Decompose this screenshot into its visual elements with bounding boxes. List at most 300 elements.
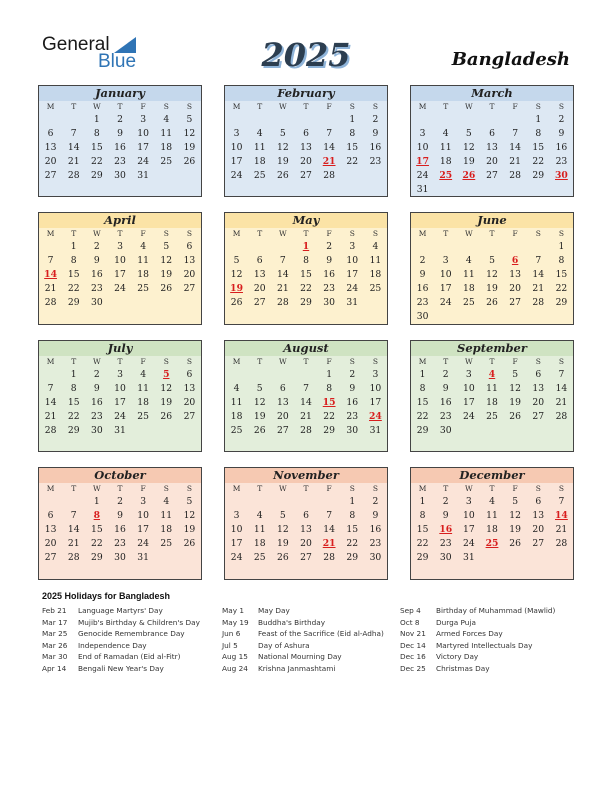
week-row: [225, 523, 387, 537]
day-cell: 16: [555, 142, 568, 153]
day-cell: [39, 240, 62, 254]
week-row: [39, 141, 201, 155]
month-days: [39, 495, 201, 565]
holidays-column: [400, 605, 555, 675]
day-cell: 19: [183, 142, 196, 153]
holidays-column: [222, 605, 384, 675]
day-cell: [504, 183, 527, 197]
day-cell: 29: [416, 552, 429, 563]
holiday-name: National Mourning Day: [258, 652, 342, 662]
day-cell: 11: [369, 255, 382, 266]
day-cell: 21: [277, 283, 289, 294]
weekday-label: T: [303, 229, 309, 238]
day-cell: [434, 240, 457, 254]
weekday-label: M: [418, 102, 427, 111]
day-cell: 23: [91, 283, 103, 294]
month-december: [410, 467, 574, 580]
day-cell: 12: [183, 510, 196, 521]
day-cell: 20: [300, 538, 312, 549]
week-row: [225, 240, 387, 254]
holiday-entry: [400, 617, 555, 629]
weekday-label: S: [372, 229, 378, 238]
day-cell: 28: [509, 170, 521, 181]
week-row: [39, 169, 201, 183]
day-cell: [504, 113, 527, 127]
day-cell: 11: [486, 510, 498, 521]
week-row: [225, 113, 387, 127]
day-cell: 1: [349, 114, 356, 125]
weekday-label: F: [512, 484, 518, 493]
weekday-label: M: [46, 357, 55, 366]
day-cell: 10: [137, 128, 149, 139]
day-cell: [271, 368, 294, 382]
day-cell: 7: [279, 255, 286, 266]
day-cell: [178, 551, 201, 565]
day-cell: 10: [369, 383, 382, 394]
week-row: [411, 509, 573, 523]
day-cell: [318, 495, 341, 509]
day-cell: 26: [230, 297, 243, 308]
calendar-year: 2025: [261, 36, 351, 74]
day-cell: 17: [114, 269, 126, 280]
month-title: November: [225, 468, 387, 483]
day-cell: 5: [186, 496, 193, 507]
weekday-label: T: [489, 102, 495, 111]
day-cell: [504, 551, 527, 565]
day-cell: 11: [253, 524, 266, 535]
day-cell: 4: [465, 255, 472, 266]
day-cell: 4: [372, 241, 379, 252]
day-cell: 15: [346, 524, 359, 535]
day-cell: 7: [47, 383, 54, 394]
day-cell: 21: [67, 156, 80, 167]
day-cell: 2: [117, 114, 123, 125]
weekday-label: F: [326, 102, 332, 111]
day-cell: 26: [160, 411, 173, 422]
day-cell: 2: [93, 369, 100, 380]
weekday-label: T: [257, 229, 263, 238]
month-march: [410, 85, 574, 197]
month-title: July: [39, 341, 201, 356]
day-cell: 13: [486, 142, 498, 153]
day-cell: [271, 113, 294, 127]
weekday-label: S: [349, 229, 355, 238]
day-cell: 11: [160, 128, 173, 139]
day-cell: 31: [416, 184, 429, 195]
week-row: [411, 240, 573, 254]
day-cell: 15: [67, 269, 80, 280]
day-cell: [225, 368, 248, 382]
day-cell: 29: [91, 552, 103, 563]
day-cell: 10: [416, 142, 429, 153]
logo-text-blue: Blue: [98, 51, 137, 72]
holiday-name: Mujib's Birthday & Children's Day: [78, 617, 200, 627]
day-cell: 9: [442, 510, 449, 521]
holiday-date: Jul 5: [222, 640, 238, 650]
day-cell: 14: [67, 142, 80, 153]
week-row: [225, 410, 387, 424]
day-cell: 2: [326, 241, 333, 252]
week-row: [39, 268, 201, 282]
weekday-label: T: [489, 484, 495, 493]
day-cell: [434, 310, 457, 324]
weekday-label: T: [71, 229, 77, 238]
day-cell: 25: [137, 283, 149, 294]
week-row: [225, 282, 387, 296]
weekday-label: F: [326, 484, 332, 493]
day-cell: 13: [300, 524, 312, 535]
weekday-label: F: [140, 229, 146, 238]
day-cell: 18: [137, 269, 149, 280]
month-january: [38, 85, 202, 197]
month-days: [225, 113, 387, 183]
holiday-day-cell: 21: [322, 156, 336, 167]
day-cell: [480, 183, 503, 197]
week-row: [225, 141, 387, 155]
day-cell: 24: [230, 170, 243, 181]
day-cell: 16: [369, 524, 382, 535]
week-row: [39, 495, 201, 509]
day-cell: 23: [416, 297, 429, 308]
week-row: [225, 396, 387, 410]
weekday-label: S: [349, 484, 355, 493]
logo-text-general: General: [42, 34, 110, 55]
holiday-name: Birthday of Muhammad (Mawlid): [436, 606, 556, 615]
month-title: April: [39, 213, 201, 228]
day-cell: 23: [114, 156, 126, 167]
day-cell: 13: [300, 142, 312, 153]
day-cell: 29: [555, 297, 568, 308]
holiday-entry: [42, 651, 200, 663]
weekday-label: S: [186, 357, 192, 366]
day-cell: [155, 424, 178, 438]
day-cell: [225, 113, 248, 127]
weekday-label: W: [278, 484, 287, 493]
day-cell: 12: [160, 255, 173, 266]
day-cell: 8: [349, 510, 356, 521]
day-cell: 2: [117, 496, 123, 507]
day-cell: 6: [256, 255, 263, 266]
weekday-label: T: [489, 229, 495, 238]
day-cell: 17: [114, 397, 126, 408]
weekday-label: S: [186, 229, 192, 238]
day-cell: 1: [419, 496, 426, 507]
day-cell: 24: [230, 552, 243, 563]
day-cell: 19: [277, 538, 289, 549]
day-cell: 19: [253, 411, 266, 422]
weekday-label: W: [464, 357, 473, 366]
day-cell: 17: [369, 397, 382, 408]
weekday-label: S: [558, 102, 564, 111]
day-cell: 12: [277, 524, 289, 535]
weekday-label: S: [558, 229, 564, 238]
day-cell: 18: [137, 397, 149, 408]
day-cell: 18: [439, 156, 452, 167]
day-cell: 7: [326, 128, 333, 139]
day-cell: 22: [416, 411, 429, 422]
generalblue-logo: [42, 34, 142, 70]
day-cell: [271, 240, 294, 254]
day-cell: 30: [439, 552, 452, 563]
day-cell: 4: [163, 496, 170, 507]
holiday-name: Independence Day: [78, 640, 147, 650]
day-cell: 11: [137, 255, 149, 266]
holidays-column: [42, 605, 200, 675]
month-days: [225, 495, 387, 565]
day-cell: [248, 113, 271, 127]
holiday-entry: [42, 617, 200, 629]
holiday-name: Bengali New Year's Day: [78, 663, 164, 673]
weekday-label: S: [372, 102, 378, 111]
weekday-label: T: [443, 102, 449, 111]
day-cell: [504, 424, 527, 438]
day-cell: 7: [303, 383, 309, 394]
day-cell: 5: [256, 383, 263, 394]
day-cell: 22: [532, 156, 545, 167]
weekday-label: F: [512, 357, 518, 366]
day-cell: 24: [463, 411, 475, 422]
day-cell: 4: [140, 369, 147, 380]
day-cell: 17: [346, 269, 359, 280]
month-february: [224, 85, 388, 197]
day-cell: 26: [160, 283, 173, 294]
day-cell: 23: [346, 411, 359, 422]
holiday-date: Dec 16: [400, 652, 426, 662]
day-cell: 16: [439, 397, 452, 408]
day-cell: 8: [93, 128, 100, 139]
weekday-label: S: [535, 357, 541, 366]
day-cell: 3: [419, 128, 426, 139]
day-cell: 29: [416, 425, 429, 436]
holiday-date: Mar 17: [42, 617, 68, 627]
day-cell: 9: [117, 128, 123, 139]
day-cell: [457, 113, 480, 127]
day-cell: [155, 551, 178, 565]
month-april: [38, 212, 202, 325]
month-title: January: [39, 86, 201, 101]
day-cell: 25: [486, 411, 498, 422]
holiday-date: Dec 25: [400, 663, 426, 673]
day-cell: 14: [532, 269, 545, 280]
day-cell: 3: [442, 255, 449, 266]
weekday-label: F: [140, 484, 146, 493]
day-cell: 21: [509, 156, 521, 167]
day-cell: 26: [509, 538, 521, 549]
week-row: [411, 368, 573, 382]
weekday-label: W: [464, 484, 473, 493]
day-cell: 28: [323, 552, 335, 563]
weekday-label: T: [71, 102, 77, 111]
day-cell: 3: [140, 114, 147, 125]
day-cell: 7: [70, 510, 77, 521]
day-cell: [550, 551, 573, 565]
month-july: [38, 340, 202, 452]
day-cell: 13: [277, 397, 289, 408]
day-cell: 2: [558, 114, 565, 125]
weekday-label: S: [535, 102, 541, 111]
day-cell: 12: [463, 142, 475, 153]
day-cell: 5: [512, 369, 519, 380]
day-cell: 30: [323, 297, 335, 308]
day-cell: 17: [137, 142, 149, 153]
day-cell: 24: [439, 297, 452, 308]
week-row: [39, 382, 201, 396]
day-cell: 18: [253, 538, 266, 549]
day-cell: 7: [512, 128, 519, 139]
day-cell: [457, 424, 480, 438]
day-cell: 22: [300, 283, 312, 294]
day-cell: 25: [160, 538, 173, 549]
day-cell: 31: [137, 552, 149, 563]
holiday-entry: [222, 640, 384, 652]
day-cell: 10: [463, 510, 475, 521]
day-cell: 24: [137, 538, 149, 549]
holiday-entry: [42, 640, 200, 652]
day-cell: 28: [44, 297, 57, 308]
month-title: December: [411, 468, 573, 483]
day-cell: 25: [137, 411, 149, 422]
day-cell: 10: [114, 383, 126, 394]
day-cell: [39, 495, 62, 509]
day-cell: 20: [277, 411, 289, 422]
day-cell: 16: [369, 142, 382, 153]
day-cell: 31: [369, 425, 382, 436]
week-row: [411, 127, 573, 141]
day-cell: 13: [44, 142, 57, 153]
weekday-header: [225, 356, 387, 368]
weekday-label: W: [92, 229, 101, 238]
day-cell: 11: [439, 142, 452, 153]
day-cell: [434, 113, 457, 127]
holiday-entry: [400, 628, 555, 640]
day-cell: 13: [183, 383, 196, 394]
week-row: [411, 523, 573, 537]
week-row: [39, 127, 201, 141]
weekday-label: S: [535, 484, 541, 493]
weekday-header: [39, 483, 201, 495]
day-cell: 14: [300, 397, 312, 408]
weekday-label: F: [326, 357, 332, 366]
holiday-name: Krishna Janmashtami: [258, 663, 336, 673]
week-row: [411, 183, 573, 197]
day-cell: 6: [47, 128, 54, 139]
holiday-date: Feb 21: [42, 606, 67, 615]
weekday-label: S: [372, 484, 378, 493]
day-cell: 31: [463, 552, 475, 563]
day-cell: 8: [303, 255, 309, 266]
day-cell: 2: [419, 255, 426, 266]
day-cell: 10: [137, 510, 149, 521]
week-row: [39, 155, 201, 169]
day-cell: 31: [114, 425, 126, 436]
weekday-label: F: [140, 357, 146, 366]
weekday-header: [411, 228, 573, 240]
day-cell: 12: [277, 142, 289, 153]
day-cell: 4: [140, 241, 147, 252]
day-cell: 30: [114, 552, 126, 563]
day-cell: 1: [419, 369, 426, 380]
holiday-entry: [400, 663, 555, 675]
month-november: [224, 467, 388, 580]
day-cell: 15: [300, 269, 312, 280]
week-row: [39, 396, 201, 410]
week-row: [225, 424, 387, 438]
day-cell: [411, 113, 434, 127]
day-cell: [178, 424, 201, 438]
day-cell: 2: [372, 114, 379, 125]
day-cell: 12: [160, 383, 173, 394]
day-cell: 9: [117, 510, 123, 521]
day-cell: 9: [558, 128, 565, 139]
day-cell: 8: [419, 383, 426, 394]
day-cell: 29: [91, 170, 103, 181]
weekday-label: T: [443, 229, 449, 238]
month-days: [411, 368, 573, 438]
day-cell: 3: [349, 241, 356, 252]
weekday-label: M: [418, 357, 427, 366]
month-days: [411, 240, 573, 324]
day-cell: 8: [535, 128, 542, 139]
day-cell: 2: [349, 369, 356, 380]
day-cell: 23: [369, 538, 382, 549]
holiday-date: Mar 30: [42, 652, 68, 662]
day-cell: 23: [323, 283, 335, 294]
day-cell: 20: [44, 538, 57, 549]
day-cell: 15: [532, 142, 545, 153]
weekday-label: F: [512, 229, 518, 238]
weekday-header: [225, 228, 387, 240]
week-row: [411, 296, 573, 310]
holiday-name: Victory Day: [436, 652, 479, 662]
weekday-label: T: [257, 357, 263, 366]
day-cell: 25: [253, 552, 266, 563]
weekday-label: M: [232, 229, 241, 238]
day-cell: 18: [486, 524, 498, 535]
day-cell: 6: [535, 369, 542, 380]
weekday-label: W: [278, 357, 287, 366]
day-cell: 30: [114, 170, 126, 181]
day-cell: 9: [326, 255, 333, 266]
day-cell: 25: [160, 156, 173, 167]
day-cell: 13: [532, 510, 545, 521]
day-cell: 9: [93, 255, 100, 266]
day-cell: 22: [346, 156, 359, 167]
month-august: [224, 340, 388, 452]
day-cell: [62, 113, 85, 127]
holiday-entry: [222, 651, 384, 663]
holiday-day-cell: 6: [511, 255, 519, 266]
weekday-header: [39, 228, 201, 240]
day-cell: 5: [512, 496, 519, 507]
day-cell: [39, 368, 62, 382]
week-row: [39, 551, 201, 565]
weekday-label: T: [443, 357, 449, 366]
day-cell: 30: [346, 425, 359, 436]
day-cell: 27: [253, 297, 266, 308]
day-cell: 6: [489, 128, 495, 139]
day-cell: 14: [323, 524, 335, 535]
week-row: [411, 141, 573, 155]
holiday-name: Martyred Intellectuals Day: [436, 640, 533, 650]
week-row: [411, 424, 573, 438]
day-cell: 26: [183, 538, 196, 549]
day-cell: 9: [372, 510, 379, 521]
day-cell: 15: [346, 142, 359, 153]
weekday-header: [225, 483, 387, 495]
week-row: [411, 382, 573, 396]
week-row: [225, 268, 387, 282]
day-cell: 18: [486, 397, 498, 408]
